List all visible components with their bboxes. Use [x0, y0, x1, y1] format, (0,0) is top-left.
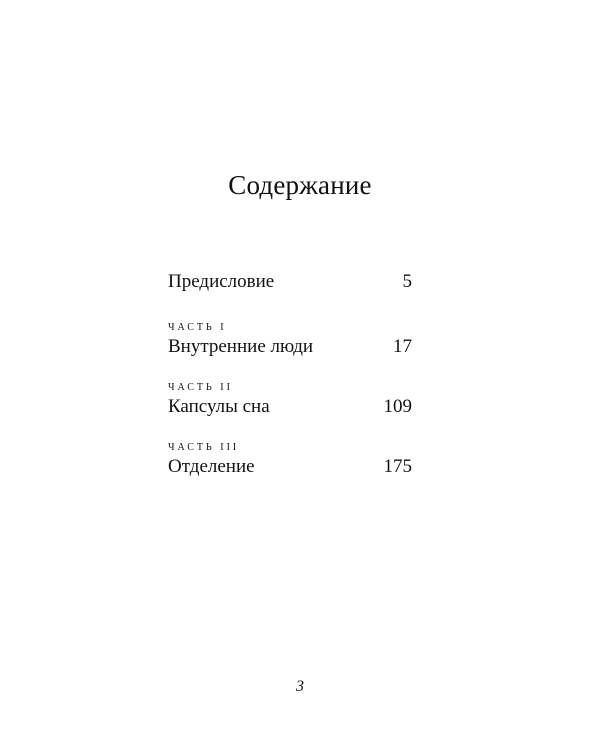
toc-part-3: [168, 441, 412, 479]
table-of-contents: [168, 270, 412, 501]
toc-entry-title: Отделение: [168, 456, 255, 477]
toc-entry-page: 175: [383, 456, 412, 477]
toc-entry-preface: [168, 270, 412, 294]
toc-entry: [168, 395, 412, 419]
toc-entry: [168, 335, 412, 359]
part-label: ЧАСТЬ I: [168, 322, 227, 333]
part-label: ЧАСТЬ II: [168, 382, 233, 393]
toc-entry-page: 109: [383, 396, 412, 417]
toc-entry-page: 17: [393, 336, 412, 357]
toc-entry: [168, 455, 412, 479]
toc-entry-title: Внутренние люди: [168, 336, 314, 357]
part-label: ЧАСТЬ III: [168, 442, 240, 453]
page-number: 3: [296, 678, 304, 695]
toc-entry-title: Капсулы сна: [168, 396, 270, 417]
toc-entry-title: Предисловие: [168, 271, 275, 292]
toc-entry-page: 5: [402, 271, 412, 292]
toc-part-1: [168, 321, 412, 359]
toc-part-2: [168, 381, 412, 419]
page-title: Содержание: [228, 170, 372, 200]
